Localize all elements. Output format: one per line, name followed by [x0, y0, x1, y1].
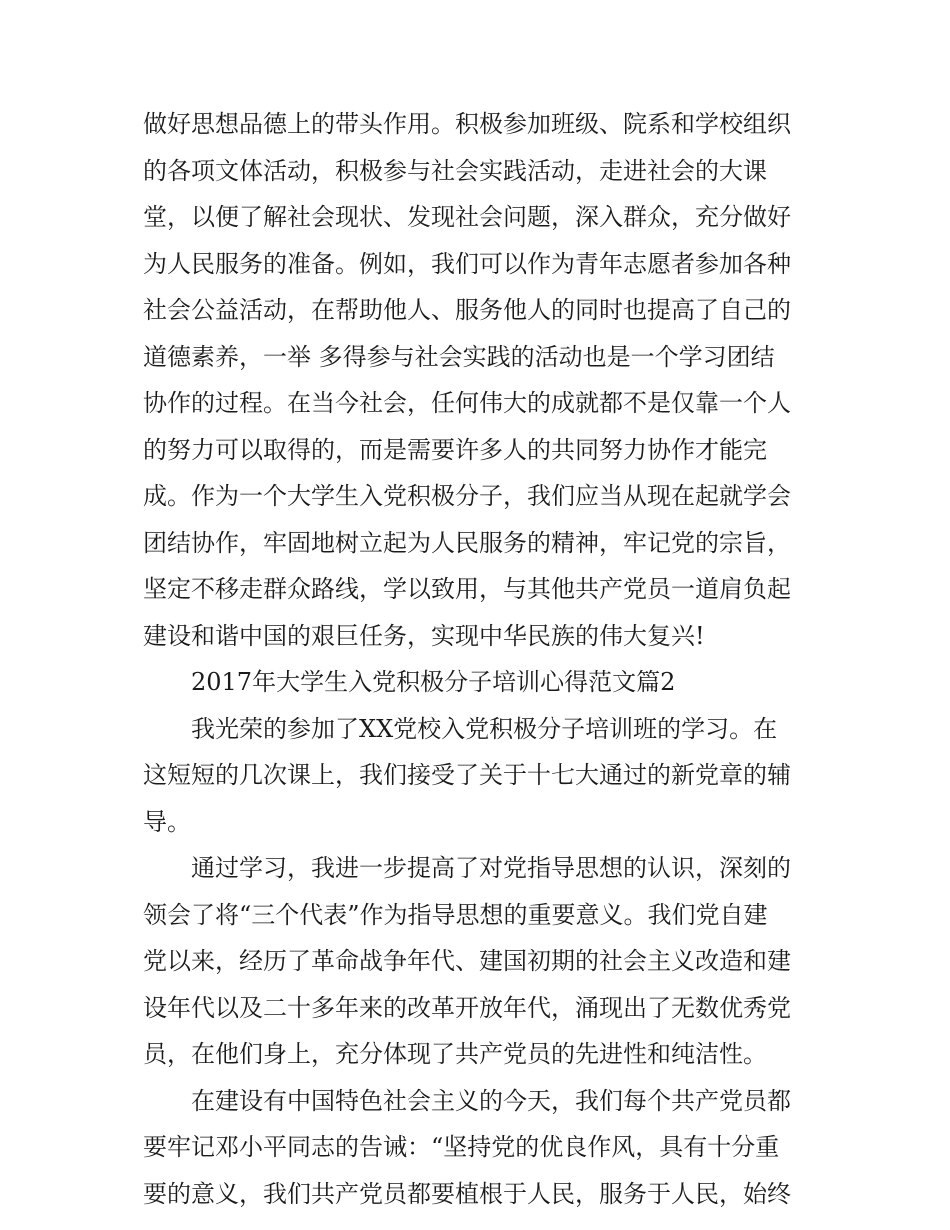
text-line: 在建设有中国特色社会主义的今天，我们每个共产党员都: [191, 1086, 791, 1115]
text-line: 坚定不移走群众路线，学以致用，与其他共产党员一道肩负起: [143, 575, 791, 603]
section-heading: 2017年大学生入党积极分子培训心得范文篇2: [191, 668, 676, 696]
text-line: 导。: [143, 807, 191, 836]
text-line: 堂，以便了解社会现状、发现社会问题，深入群众，充分做好: [143, 203, 791, 231]
text-line: 为人民服务的准备。例如，我们可以作为青年志愿者参加各种: [143, 249, 791, 278]
text-line: 做好思想品德上的带头作用。积极参加班级、院系和学校组织: [143, 110, 791, 138]
text-line: 协作的过程。在当今社会，任何伟大的成就都不是仅靠一个人: [143, 389, 791, 417]
text-line: 建设和谐中国的艰巨任务，实现中华民族的伟大复兴!: [143, 621, 705, 650]
text-line: 成。作为一个大学生入党积极分子，我们应当从现在起就学会: [143, 482, 791, 510]
text-line: 这短短的几次课上，我们接受了关于十七大通过的新党章的辅: [143, 761, 791, 789]
text-line: 我光荣的参加了XX党校入党积极分子培训班的学习。在: [191, 714, 778, 743]
text-line: 的努力可以取得的，而是需要许多人的共同努力协作才能完: [143, 435, 767, 464]
text-line: 通过学习，我进一步提高了对党指导思想的认识，深刻的: [191, 854, 791, 882]
text-line: 设年代以及二十多年来的改革开放年代，涌现出了无数优秀党: [143, 993, 791, 1022]
text-line: 的各项文体活动，积极参与社会实践活动，走进社会的大课: [143, 156, 767, 185]
text-line: 要的意义，我们共产党员都要植根于人民，服务于人民，始终: [143, 1179, 791, 1208]
text-line: 党以来，经历了革命战争年代、建国初期的社会主义改造和建: [143, 947, 791, 975]
text-line: 领会了将“三个代表”作为指导思想的重要意义。我们党自建: [143, 900, 768, 929]
text-line: 道德素养，一举 多得参与社会实践的活动也是一个学习团结: [143, 342, 775, 371]
document-body: [143, 101, 815, 1217]
text-line: 要牢记邓小平同志的告诫：“坚持党的优良作风，具有十分重: [143, 1133, 780, 1161]
text-line: 团结协作，牢固地树立起为人民服务的精神，牢记党的宗旨，: [143, 528, 791, 557]
text-line: 员，在他们身上，充分体现了共产党员的先进性和纯洁性。: [143, 1040, 767, 1068]
text-line: 社会公益活动，在帮助他人、服务他人的同时也提高了自己的: [143, 296, 791, 324]
